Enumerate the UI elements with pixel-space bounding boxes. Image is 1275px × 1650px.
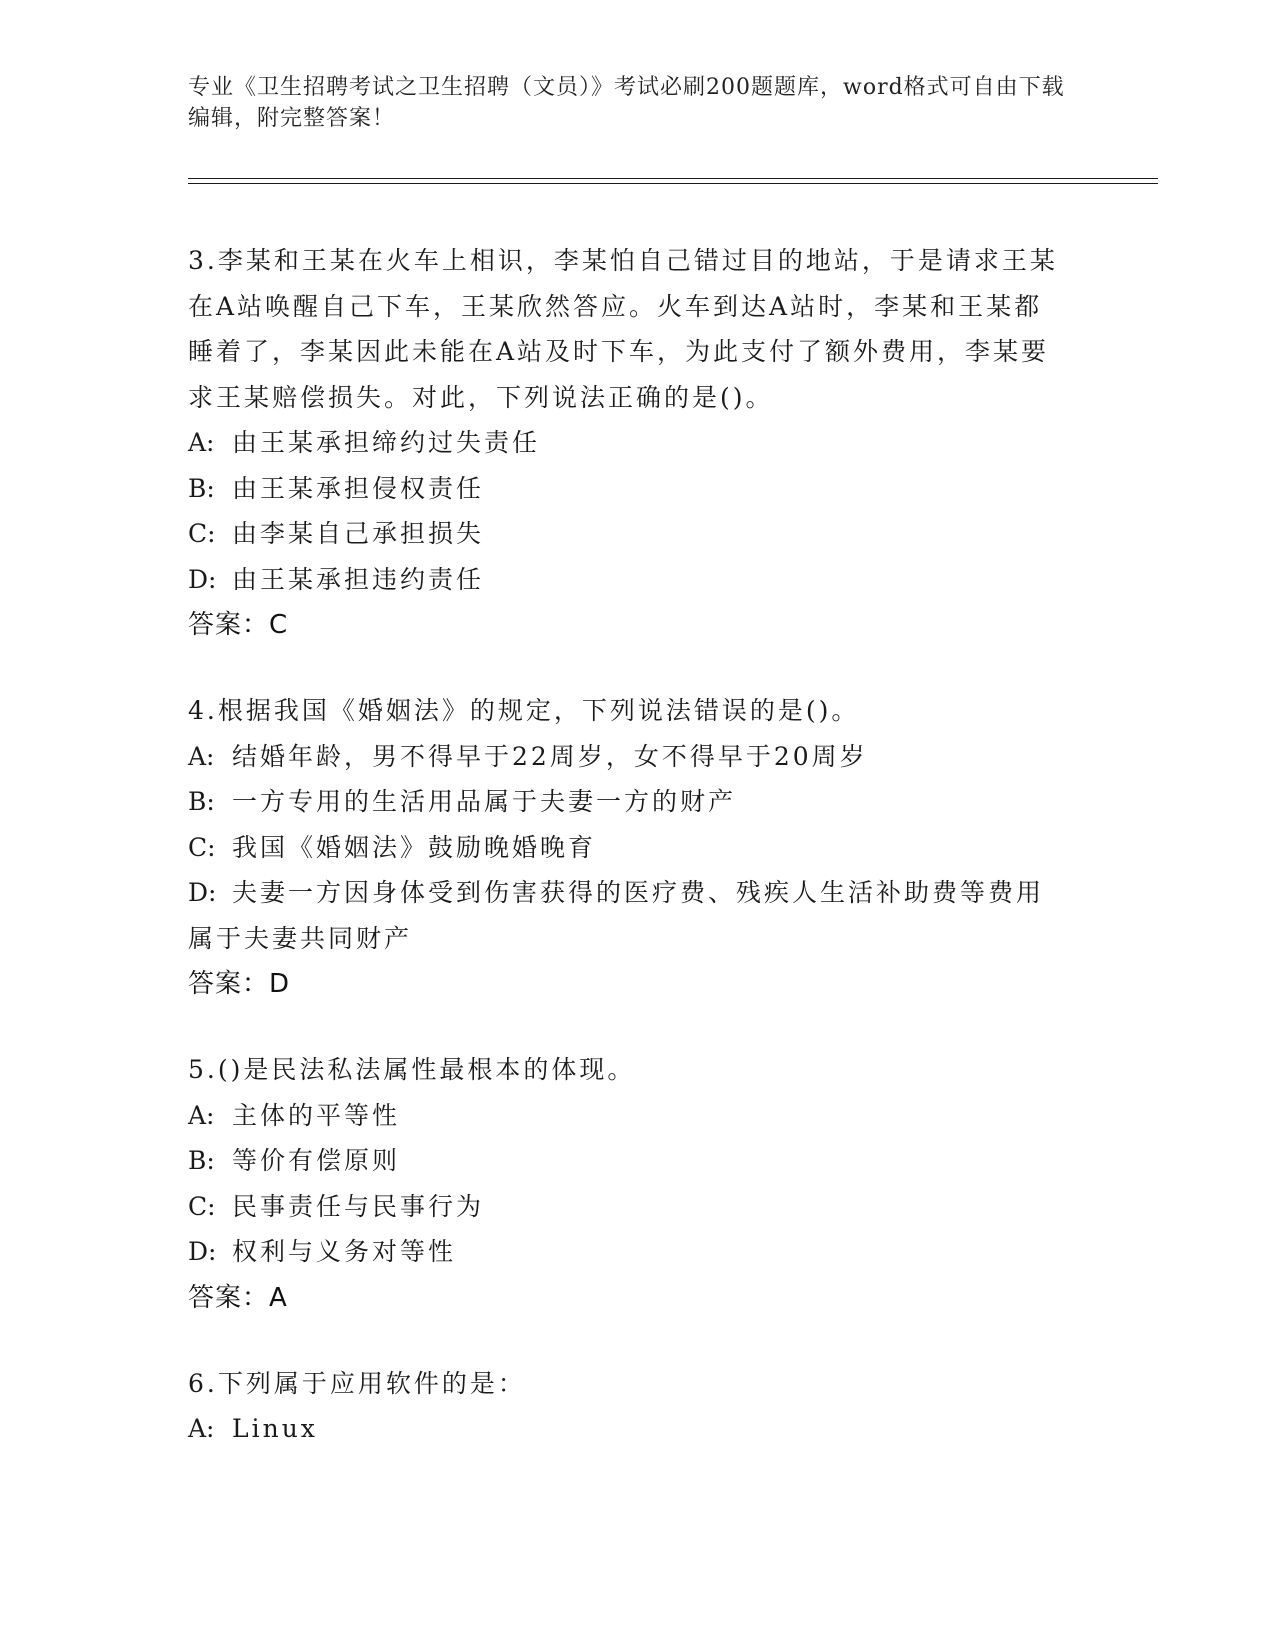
answer-label: 答案： — [188, 1282, 270, 1313]
question-stem: 5.()是民法私法属性最根本的体现。 — [188, 1055, 636, 1084]
question-stem: 6.下列属于应用软件的是： — [188, 1368, 526, 1398]
answer-value: C — [269, 610, 289, 640]
option-c — [188, 1184, 1068, 1230]
option-key: C: — [188, 1191, 216, 1221]
document-header: 专业《卫生招聘考试之卫生招聘（文员）》考试必刷200题题库，word格式可自由下载编辑，附完整答案！ — [188, 75, 1065, 131]
option-text: 由王某承担侵权责任 — [232, 473, 485, 503]
option-d — [188, 557, 1068, 603]
option-key: A: — [188, 1100, 215, 1130]
question-list — [188, 238, 1068, 1492]
answer-line — [188, 1275, 1068, 1321]
question-stem: 4.根据我国《婚姻法》的规定，下列说法错误的是()。 — [188, 696, 860, 725]
question-item — [188, 238, 1068, 648]
option-text: 由王某承担缔约过失责任 — [232, 428, 541, 457]
option-key: C: — [188, 832, 216, 862]
question-item — [188, 1361, 1068, 1452]
answer-value: D — [269, 969, 291, 999]
header-divider-bottom — [188, 183, 1158, 184]
option-text: 结婚年龄，男不得早于22周岁，女不得早于20周岁 — [232, 741, 868, 771]
option-d — [188, 1229, 1068, 1275]
answer-line — [188, 961, 1068, 1007]
option-c — [188, 825, 1068, 871]
option-a — [188, 420, 1068, 466]
option-text: 由王某承担违约责任 — [232, 564, 485, 594]
option-key: A: — [188, 428, 215, 457]
answer-label: 答案： — [188, 969, 270, 999]
option-a — [188, 1093, 1068, 1139]
option-key: C: — [188, 519, 216, 548]
answer-line — [188, 602, 1068, 648]
option-key: B: — [188, 1146, 215, 1175]
option-key: B: — [188, 787, 215, 816]
option-key: D: — [188, 1237, 217, 1266]
option-text: 由李某自己承担损失 — [232, 519, 485, 548]
option-key: B: — [188, 473, 215, 503]
option-text: Linux — [232, 1414, 318, 1443]
option-text: 等价有偿原则 — [232, 1146, 401, 1175]
option-text: 一方专用的生活用品属于夫妻一方的财产 — [232, 787, 737, 816]
option-text: 我国《婚姻法》鼓励晚婚晚育 — [232, 832, 597, 862]
option-key: A: — [188, 741, 215, 771]
question-item — [188, 1047, 1068, 1321]
answer-value: A — [269, 1282, 288, 1313]
answer-label: 答案： — [188, 610, 270, 640]
option-text: 夫妻一方因身体受到伤害获得的医疗费、残疾人生活补助费等费用属于夫妻共同财产 — [188, 878, 1045, 953]
option-a — [188, 734, 1068, 780]
option-text: 权利与义务对等性 — [232, 1237, 457, 1266]
header-divider-top — [188, 178, 1158, 179]
option-b — [188, 466, 1068, 512]
option-b — [188, 779, 1068, 825]
option-key: D: — [188, 564, 217, 594]
option-key: A: — [188, 1414, 215, 1443]
option-key: D: — [188, 878, 217, 907]
option-b — [188, 1138, 1068, 1184]
option-d — [188, 870, 1068, 961]
option-c — [188, 511, 1068, 557]
option-text: 民事责任与民事行为 — [232, 1191, 485, 1221]
option-a — [188, 1406, 1068, 1452]
question-stem: 3.李某和王某在火车上相识，李某怕自己错过目的地站，于是请求王某在A站唤醒自己下车，王某欣然答应。火车到达A站时，李某和王某都睡着了，李某因此未能在A站及时下车，为此支付了额外费用，李某要求王某赔偿损失。对此，下列说法正确的是()。 — [188, 246, 1058, 412]
question-item — [188, 688, 1068, 1007]
option-text: 主体的平等性 — [232, 1100, 401, 1130]
